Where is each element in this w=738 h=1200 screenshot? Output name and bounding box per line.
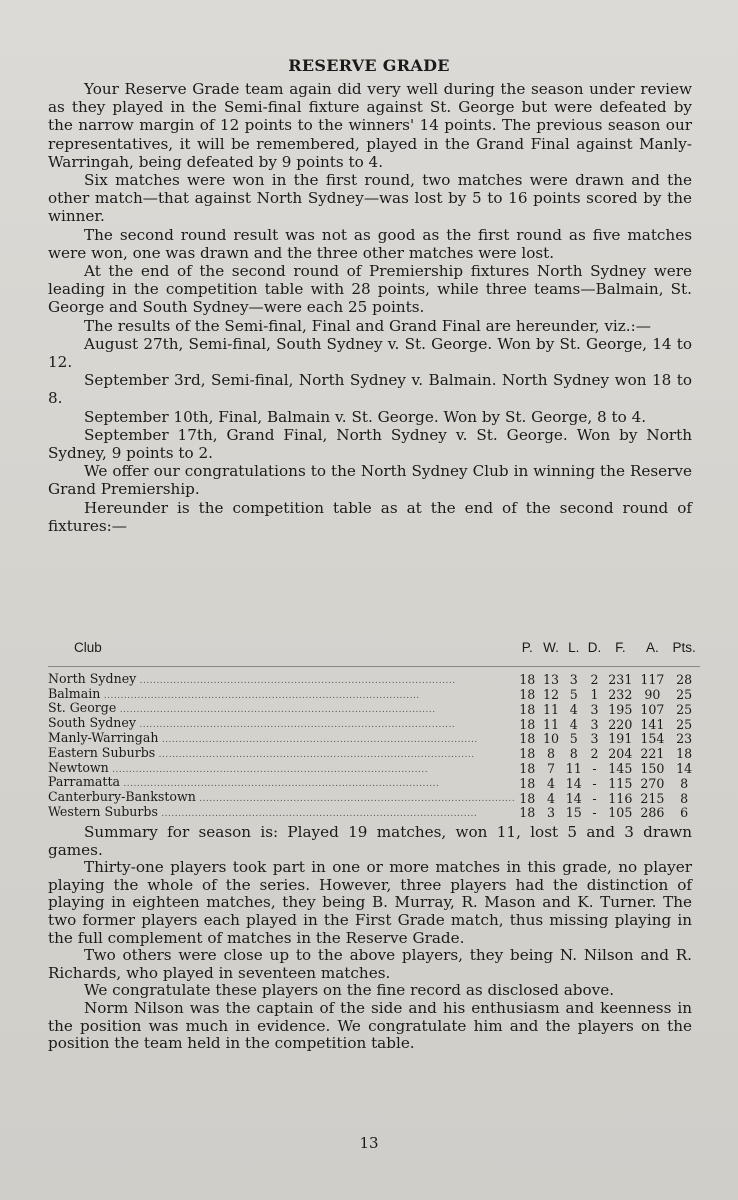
- points-cell: 18: [676, 746, 693, 762]
- intro-text: [48, 80, 692, 535]
- table-header-row: [48, 638, 700, 666]
- for-cell: 204: [608, 746, 633, 762]
- club-name: Manly-Warringah .....: [48, 732, 515, 747]
- table-row: [48, 806, 700, 821]
- lost-cell: 5: [569, 687, 578, 703]
- lost-cell: 14: [565, 775, 582, 791]
- drawn-cell: -: [592, 761, 597, 777]
- against-cell: 150: [640, 761, 665, 777]
- points-cell: 28: [676, 672, 693, 688]
- col-header-played: P.: [515, 638, 539, 666]
- competition-table: [48, 638, 700, 821]
- club-name: South Sydney .....: [48, 717, 515, 732]
- club-name: Western Suburbs .....: [48, 806, 515, 821]
- played-cell: 18: [519, 761, 536, 777]
- club-name: Canterbury-Bankstown .....: [48, 791, 515, 806]
- paragraph: Thirty-one players took part in one or more matches in this grade, no player playing the whole of the series. However, three players had the distinction of playing in eighteen matches, they being B. Murray, R. Mason and K. Turner. The two former players each played in the First Grade match, thus missing playing in the full complement of matches in the Reserve Grade.: [48, 858, 692, 947]
- points-cell: 25: [676, 687, 693, 703]
- for-cell: 191: [608, 731, 633, 747]
- paragraph: Your Reserve Grade team again did very well during the season under review as they played in the Semi-final fixture against St. George but were defeated by the narrow margin of 12 points to the winners' 14 points. The previous season our representatives, it will be remembered, played in the Grand Final against Manly-Warringah, being defeated by 9 points to 4.: [48, 80, 692, 171]
- club-name: Newtown .....: [48, 762, 515, 777]
- paragraph: The results of the Semi-final, Final and Grand Final are hereunder, viz.:—: [84, 316, 651, 335]
- won-cell: 11: [543, 701, 560, 717]
- drawn-cell: -: [592, 790, 597, 806]
- won-cell: 12: [543, 687, 560, 703]
- table-row: [48, 702, 700, 717]
- section-heading: RESERVE GRADE: [288, 56, 450, 75]
- col-header-drawn: D.: [585, 638, 604, 666]
- for-cell: 116: [608, 790, 633, 806]
- col-header-against: A.: [636, 638, 668, 666]
- drawn-cell: 2: [590, 746, 599, 762]
- paragraph: September 10th, Final, Balmain v. St. George. Won by St. George, 8 to 4.: [84, 407, 647, 426]
- table-row: [48, 688, 700, 703]
- club-name: St. George .....: [48, 702, 515, 717]
- points-cell: 25: [676, 701, 693, 717]
- for-cell: 231: [608, 672, 633, 688]
- played-cell: 18: [519, 805, 536, 821]
- played-cell: 18: [519, 716, 536, 732]
- club-name: Balmain .....: [48, 688, 515, 703]
- lost-cell: 3: [569, 672, 578, 688]
- drawn-cell: 3: [590, 701, 599, 717]
- for-cell: 232: [608, 687, 633, 703]
- club-name: Eastern Suburbs .....: [48, 747, 515, 762]
- won-cell: 3: [547, 805, 556, 821]
- played-cell: 18: [519, 731, 536, 747]
- col-header-for: F.: [604, 638, 636, 666]
- col-header-points: Pts.: [668, 638, 700, 666]
- won-cell: 10: [543, 731, 560, 747]
- against-cell: 286: [640, 805, 665, 821]
- club-name: Parramatta .....: [48, 776, 515, 791]
- won-cell: 4: [547, 790, 556, 806]
- table-row: [48, 776, 700, 791]
- drawn-cell: 3: [590, 716, 599, 732]
- lost-cell: 4: [569, 701, 578, 717]
- won-cell: 11: [543, 716, 560, 732]
- against-cell: 117: [640, 672, 665, 688]
- table-row: [48, 762, 700, 777]
- paragraph: Six matches were won in the first round, two matches were drawn and the other match—that against North Sydney—was lost by 5 to 16 points scored by the winner.: [48, 171, 692, 226]
- drawn-cell: 3: [590, 731, 599, 747]
- points-cell: 14: [676, 761, 693, 777]
- paragraph: Two others were close up to the above players, they being N. Nilson and R. Richards, who played in seventeen matches.: [48, 946, 692, 982]
- for-cell: 220: [608, 716, 633, 732]
- against-cell: 215: [640, 790, 665, 806]
- for-cell: 115: [608, 775, 633, 791]
- played-cell: 18: [519, 687, 536, 703]
- lost-cell: 5: [569, 731, 578, 747]
- points-cell: 8: [680, 790, 689, 806]
- against-cell: 141: [640, 716, 665, 732]
- played-cell: 18: [519, 790, 536, 806]
- lost-cell: 15: [565, 805, 582, 821]
- drawn-cell: -: [592, 775, 597, 791]
- paragraph: August 27th, Semi-final, South Sydney v. St. George. Won by St. George, 14 to 12.: [48, 334, 692, 372]
- table-row: [48, 747, 700, 762]
- summary-text: [48, 824, 692, 1053]
- against-cell: 154: [640, 731, 665, 747]
- points-cell: 25: [676, 716, 693, 732]
- paragraph: The second round result was not as good as the first round as five matches were won, one was drawn and the three other matches were lost.: [48, 225, 692, 262]
- for-cell: 105: [608, 805, 633, 821]
- for-cell: 145: [608, 761, 633, 777]
- lost-cell: 14: [565, 790, 582, 806]
- paragraph: September 17th, Grand Final, North Sydney v. St. George. Won by North Sydney, 9 points to 2.: [48, 425, 692, 463]
- against-cell: 107: [640, 701, 665, 717]
- table-row: [48, 717, 700, 732]
- col-header-club: Club: [48, 638, 515, 666]
- played-cell: 18: [519, 775, 536, 791]
- won-cell: 13: [543, 672, 560, 688]
- paragraph: September 3rd, Semi-final, North Sydney v. Balmain. North Sydney won 18 to 8.: [48, 371, 692, 408]
- paragraph: Summary for season is: Played 19 matches, won 11, lost 5 and 3 drawn games.: [48, 823, 692, 859]
- page-number: 13: [359, 1134, 379, 1152]
- drawn-cell: 1: [590, 687, 599, 703]
- paragraph: We congratulate these players on the fine record as disclosed above.: [84, 981, 615, 1000]
- points-cell: 6: [680, 805, 689, 821]
- paragraph: Norm Nilson was the captain of the side and his enthusiasm and keenness in the position was much in evidence. We congratulate him and the players on the position the team held in the competition table.: [48, 998, 692, 1053]
- drawn-cell: 2: [590, 672, 599, 688]
- col-header-won: W.: [539, 638, 562, 666]
- lost-cell: 4: [569, 716, 578, 732]
- table-row: [48, 791, 700, 806]
- against-cell: 270: [640, 775, 665, 791]
- lost-cell: 11: [565, 761, 582, 777]
- played-cell: 18: [519, 672, 536, 688]
- paragraph: Hereunder is the competition table as at the end of the second round of fixtures:—: [48, 498, 692, 535]
- col-header-lost: L.: [563, 638, 585, 666]
- played-cell: 18: [519, 701, 536, 717]
- won-cell: 7: [547, 761, 556, 777]
- won-cell: 4: [547, 775, 556, 791]
- table-row: [48, 666, 700, 687]
- against-cell: 90: [644, 687, 661, 703]
- club-name: North Sydney .....: [48, 666, 515, 687]
- against-cell: 221: [640, 746, 665, 762]
- paragraph: At the end of the second round of Premiership fixtures North Sydney were leading in the competition table with 28 points, while three teams—Balmain, St. George and South Sydney—were each 25 points.: [48, 262, 692, 317]
- played-cell: 18: [519, 746, 536, 762]
- drawn-cell: -: [592, 805, 597, 821]
- lost-cell: 8: [569, 746, 578, 762]
- points-cell: 8: [680, 775, 689, 791]
- paragraph: We offer our congratulations to the North Sydney Club in winning the Reserve Grand Premiership.: [48, 462, 692, 499]
- table-row: [48, 732, 700, 747]
- won-cell: 8: [547, 746, 556, 762]
- points-cell: 23: [676, 731, 693, 747]
- for-cell: 195: [608, 701, 633, 717]
